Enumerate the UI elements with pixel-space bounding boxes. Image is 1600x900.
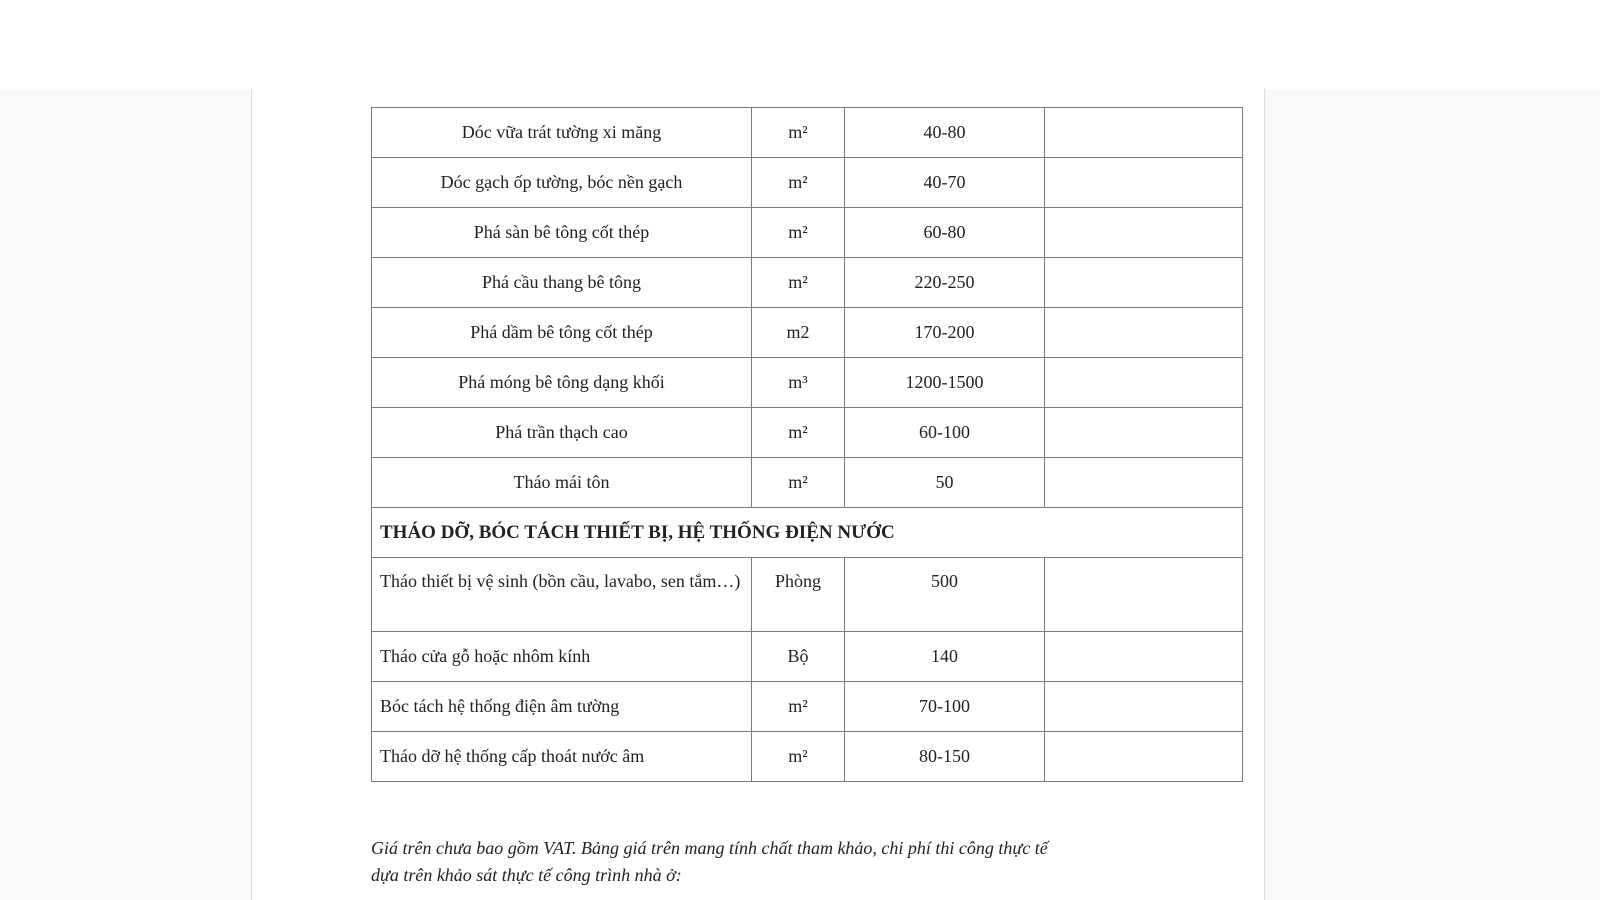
table-row [372, 208, 1243, 258]
empty-cell [1045, 258, 1243, 308]
item-unit: m² [752, 682, 845, 732]
item-name: Dóc gạch ốp tường, bóc nền gạch [372, 158, 752, 208]
item-name: Bóc tách hệ thống điện âm tường [372, 682, 752, 732]
item-price: 140 [845, 632, 1045, 682]
table-row [372, 558, 1243, 632]
empty-cell [1045, 208, 1243, 258]
item-name: Tháo cửa gỗ hoặc nhôm kính [372, 632, 752, 682]
item-name: Tháo thiết bị vệ sinh (bồn cầu, lavabo, sen tắm…) [372, 558, 752, 632]
table-row [372, 158, 1243, 208]
table-row [372, 358, 1243, 408]
item-price: 80-150 [845, 732, 1045, 782]
empty-cell [1045, 682, 1243, 732]
item-name: Phá sàn bê tông cốt thép [372, 208, 752, 258]
item-unit: m² [752, 258, 845, 308]
item-name: Phá trần thạch cao [372, 408, 752, 458]
top-bar [0, 0, 1600, 89]
item-price: 500 [845, 558, 1045, 632]
item-price: 220-250 [845, 258, 1045, 308]
section-title: THÁO DỠ, BÓC TÁCH THIẾT BỊ, HỆ THỐNG ĐIỆN NƯỚC [372, 508, 1243, 558]
table-row [372, 732, 1243, 782]
item-price: 60-80 [845, 208, 1045, 258]
item-price: 40-70 [845, 158, 1045, 208]
item-price: 170-200 [845, 308, 1045, 358]
item-name: Phá móng bê tông dạng khối [372, 358, 752, 408]
empty-cell [1045, 732, 1243, 782]
item-unit: m² [752, 158, 845, 208]
item-name: Tháo dỡ hệ thống cấp thoát nước âm [372, 732, 752, 782]
item-name: Phá dầm bê tông cốt thép [372, 308, 752, 358]
section-row [372, 508, 1243, 558]
item-price: 70-100 [845, 682, 1045, 732]
empty-cell [1045, 308, 1243, 358]
empty-cell [1045, 158, 1243, 208]
item-unit: m³ [752, 358, 845, 408]
item-unit: m² [752, 208, 845, 258]
item-name: Phá cầu thang bê tông [372, 258, 752, 308]
item-price: 40-80 [845, 108, 1045, 158]
table-row [372, 632, 1243, 682]
table-row [372, 108, 1243, 158]
table-row [372, 408, 1243, 458]
footnote-line: Giá trên chưa bao gồm VAT. Bảng giá trên mang tính chất tham khảo, chi phí thi công thực tế [371, 838, 1048, 858]
empty-cell [1045, 108, 1243, 158]
empty-cell [1045, 358, 1243, 408]
item-price: 50 [845, 458, 1045, 508]
item-name: Tháo mái tôn [372, 458, 752, 508]
item-unit: m² [752, 458, 845, 508]
item-unit: Phòng [752, 558, 845, 632]
document-page [251, 89, 1265, 900]
table-row [372, 682, 1243, 732]
empty-cell [1045, 408, 1243, 458]
item-price: 1200-1500 [845, 358, 1045, 408]
item-unit: Bộ [752, 632, 845, 682]
item-unit: m² [752, 108, 845, 158]
item-name: Dóc vữa trát tường xi măng [372, 108, 752, 158]
item-unit: m² [752, 408, 845, 458]
footnote-line: dựa trên khảo sát thực tế công trình nhà ở: [371, 865, 682, 885]
table-row [372, 308, 1243, 358]
item-price: 60-100 [845, 408, 1045, 458]
table-row [372, 458, 1243, 508]
footnote [371, 835, 1131, 889]
item-unit: m² [752, 732, 845, 782]
empty-cell [1045, 632, 1243, 682]
empty-cell [1045, 558, 1243, 632]
item-unit: m2 [752, 308, 845, 358]
price-table [371, 107, 1243, 782]
table-row [372, 258, 1243, 308]
empty-cell [1045, 458, 1243, 508]
